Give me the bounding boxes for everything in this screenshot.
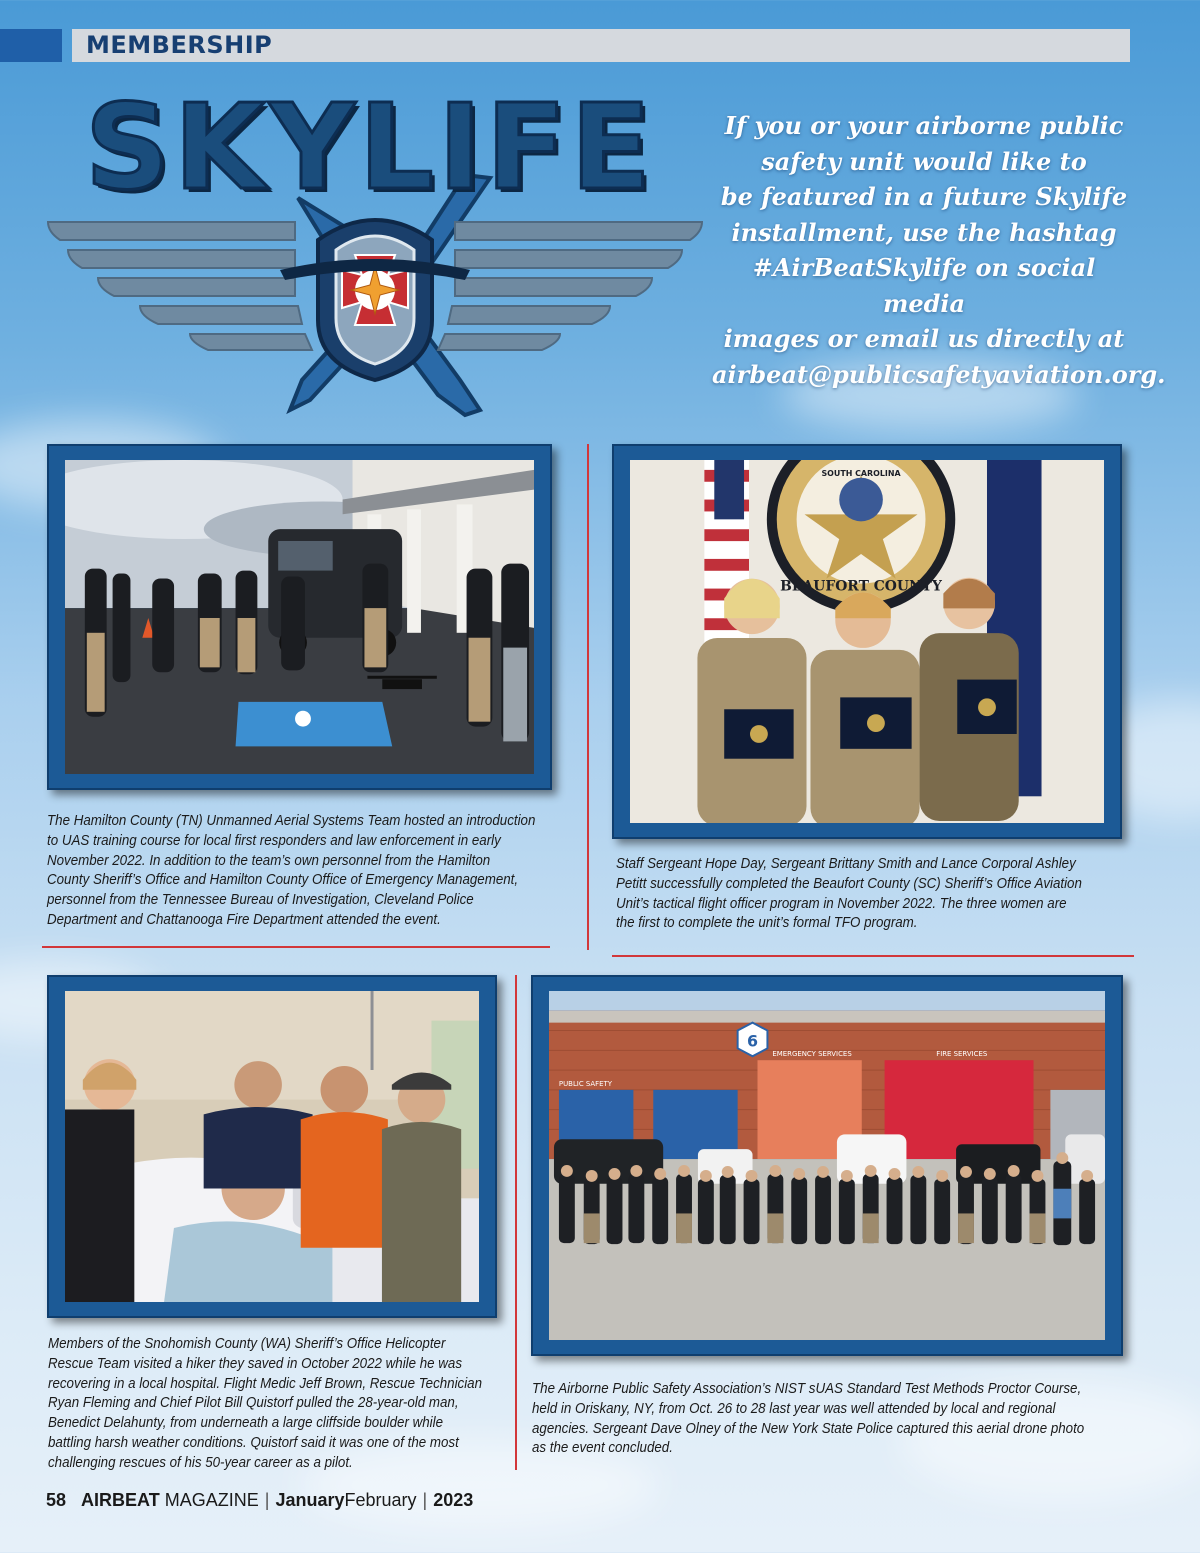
- promo-line: installment, use the hashtag: [731, 217, 1117, 247]
- caption-line: Petitt successfully completed the Beaufort County (SC) Sheriff’s Office Aviation: [616, 875, 1082, 892]
- promo-line: #AirBeatSkylife on social media: [752, 253, 1096, 318]
- photo-hamilton-uas-team: [65, 460, 534, 774]
- caption-line: Benedict Delahunty, from underneath a large cliffside boulder while: [48, 1415, 443, 1432]
- photo-frame-hamilton: [47, 444, 552, 790]
- caption-line: Department and Chattanooga Fire Department attended the event.: [47, 911, 441, 928]
- header-accent: [0, 29, 62, 62]
- caption-line: Rescue Team visited a hiker they saved in October 2022 while he was: [48, 1355, 463, 1372]
- issue-month-bold: January: [275, 1490, 345, 1510]
- caption-line: The Hamilton County (TN) Unmanned Aerial Systems Team hosted an introduction: [47, 813, 536, 829]
- caption-line: Members of the Snohomish County (WA) Sheriff’s Office Helicopter: [48, 1336, 446, 1352]
- caption-oriskany: [532, 1380, 1139, 1459]
- caption-line: personnel from the Tennessee Bureau of Investigation, Cleveland Police: [47, 892, 474, 909]
- page-footer: 58 AIRBEAT MAGAZINE | JanuaryFebruary | 2023: [46, 1490, 474, 1510]
- photo-oriskany-proctor-course: [549, 991, 1105, 1340]
- promo-line: images or email us directly at: [723, 324, 1125, 353]
- caption-snohomish: [48, 1335, 490, 1474]
- skylife-wordmark: SKYLIFE: [84, 78, 656, 216]
- page-number: 58: [46, 1490, 67, 1510]
- emergency-services-sign: EMERGENCY SERVICES: [772, 1050, 852, 1059]
- magazine-name-bold: AIRBEAT: [81, 1490, 160, 1510]
- promo-text: [712, 108, 1166, 392]
- caption-beaufort: [616, 855, 1113, 934]
- issue-month: February: [344, 1490, 417, 1510]
- seal-county-text: BEAUFORT COUNTY: [780, 578, 942, 595]
- caption-line: Staff Sergeant Hope Day, Sergeant Brittany Smith and Lance Corporal Ashley: [616, 856, 1076, 872]
- photo-frame-snohomish: [47, 975, 497, 1318]
- caption-line: held in Oriskany, NY, from Oct. 26 to 28 last year was well attended by local and regional: [532, 1400, 1056, 1417]
- caption-line: agencies. Sergeant Dave Olney of the New York State Police captured this aerial drone photo: [532, 1420, 1085, 1437]
- promo-line: be featured in a future Skylife: [720, 182, 1128, 211]
- caption-line: Ryan Fleming and Chief Pilot Bill Quistorf pulled the 28-year-old man,: [48, 1395, 459, 1412]
- station-number-sign: 6: [747, 1031, 759, 1051]
- caption-line: challenging rescues of his 50-year career as a pilot.: [48, 1454, 353, 1471]
- promo-line: If you or your airborne public: [724, 111, 1124, 140]
- photo-frame-oriskany: [531, 975, 1123, 1356]
- photo-snohomish-rescue: [65, 991, 479, 1302]
- caption-line: to UAS training course for local first responders and law enforcement in early: [47, 832, 501, 849]
- caption-line: Unit’s tactical flight officer program in November 2022. The three women are: [616, 895, 1067, 912]
- fire-services-sign: FIRE SERVICES: [936, 1050, 988, 1059]
- caption-line: the first to complete the unit’s formal TFO program.: [616, 915, 918, 932]
- promo-line: safety unit would like to: [761, 146, 1087, 176]
- public-safety-sign: PUBLIC SAFETY: [558, 1079, 613, 1088]
- issue-year: 2023: [433, 1490, 474, 1510]
- caption-line: as the event concluded.: [532, 1440, 673, 1457]
- seal-state-text: SOUTH CAROLINA: [821, 468, 901, 478]
- caption-line: The Airborne Public Safety Association’s NIST sUAS Standard Test Methods Proctor Course,: [532, 1381, 1082, 1397]
- divider-rule-vertical: [587, 444, 589, 950]
- magazine-name: MAGAZINE: [164, 1490, 259, 1510]
- promo-email: airbeat@publicsafetyaviation.org.: [712, 359, 1166, 389]
- photo-beaufort-tfo: [630, 460, 1104, 823]
- caption-line: recovering in a local hospital. Flight Medic Jeff Brown, Rescue Technician: [48, 1375, 483, 1392]
- skylife-logo: [40, 80, 710, 420]
- section-title: MEMBERSHIP: [86, 31, 273, 59]
- photo-frame-beaufort: [612, 444, 1122, 839]
- divider-rule: [612, 955, 1134, 957]
- caption-line: County Sheriff’s Office and Hamilton County Office of Emergency Management,: [47, 872, 519, 889]
- caption-hamilton: [47, 812, 553, 931]
- caption-line: November 2022. In addition to the team’s own personnel from the Hamilton: [47, 852, 491, 869]
- divider-rule-vertical: [515, 975, 517, 1470]
- divider-rule: [42, 946, 550, 948]
- caption-line: battling harsh weather conditions. Quistorf said it was one of the most: [48, 1434, 459, 1451]
